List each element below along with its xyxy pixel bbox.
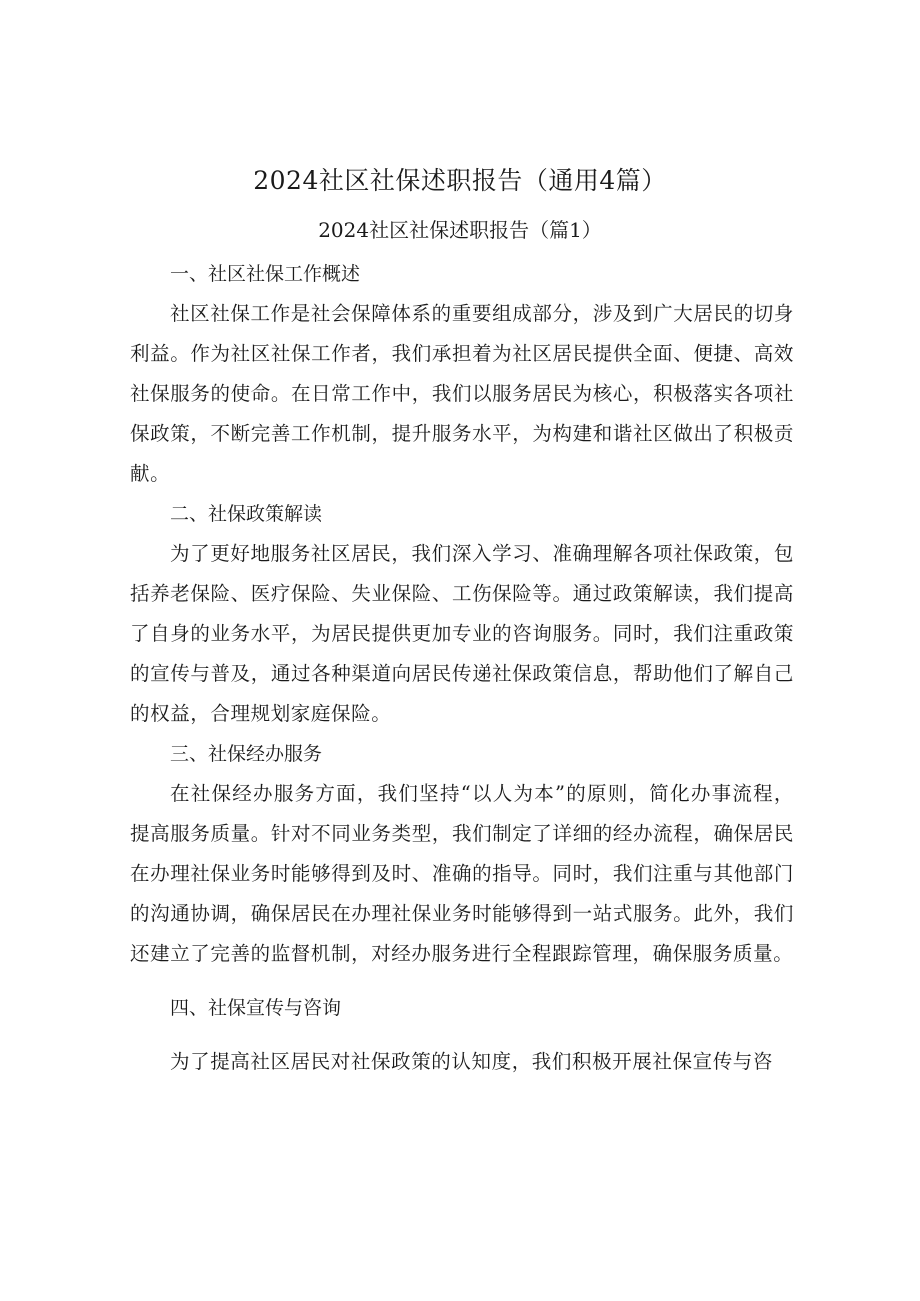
section-service [130, 734, 794, 974]
section-heading: 二、社保政策解读 [170, 503, 323, 525]
section-paragraph: 在社保经办服务方面，我们坚持“以人为本”的原则，简化办事流程，提高服务质量。针对不同业务类型，我们制定了详细的经办流程，确保居民在办理社保业务时能够得到及时、准确的指导。同时，我们注重与其他部门的沟通协调，确保居民在办理社保业务时能够得到一站式服务。此外，我们还建立了完善的监督机制，对经办服务进行全程跟踪管理，确保服务质量。 [130, 782, 794, 965]
section-policy [130, 494, 794, 734]
section-publicity [130, 988, 794, 1082]
section-heading: 一、社区社保工作概述 [170, 263, 361, 285]
section-heading: 四、社保宣传与咨询 [170, 997, 342, 1019]
section-heading: 三、社保经办服务 [170, 743, 323, 765]
section-paragraph: 为了提高社区居民对社保政策的认知度，我们积极开展社保宣传与咨 [170, 1050, 774, 1073]
section-paragraph: 为了更好地服务社区居民，我们深入学习、准确理解各项社保政策，包括养老保险、医疗保险、失业保险、工伤保险等。通过政策解读，我们提高了自身的业务水平，为居民提供更加专业的咨询服务。同时，我们注重政策的宣传与普及，通过各种渠道向居民传递社保政策信息，帮助他们了解自己的权益，合理规划家庭保险。 [130, 542, 794, 725]
document-body [130, 254, 794, 1082]
section-paragraph: 社区社保工作是社会保障体系的重要组成部分，涉及到广大居民的切身利益。作为社区社保工作者，我们承担着为社区居民提供全面、便捷、高效社保服务的使命。在日常工作中，我们以服务居民为核心，积极落实各项社保政策，不断完善工作机制，提升服务水平，为构建和谐社区做出了积极贡献。 [130, 302, 794, 485]
section-overview [130, 254, 794, 494]
document-subtitle: 2024社区社保述职报告（篇1） [318, 218, 602, 242]
document-title: 2024社区社保述职报告（通用4篇） [253, 166, 667, 195]
